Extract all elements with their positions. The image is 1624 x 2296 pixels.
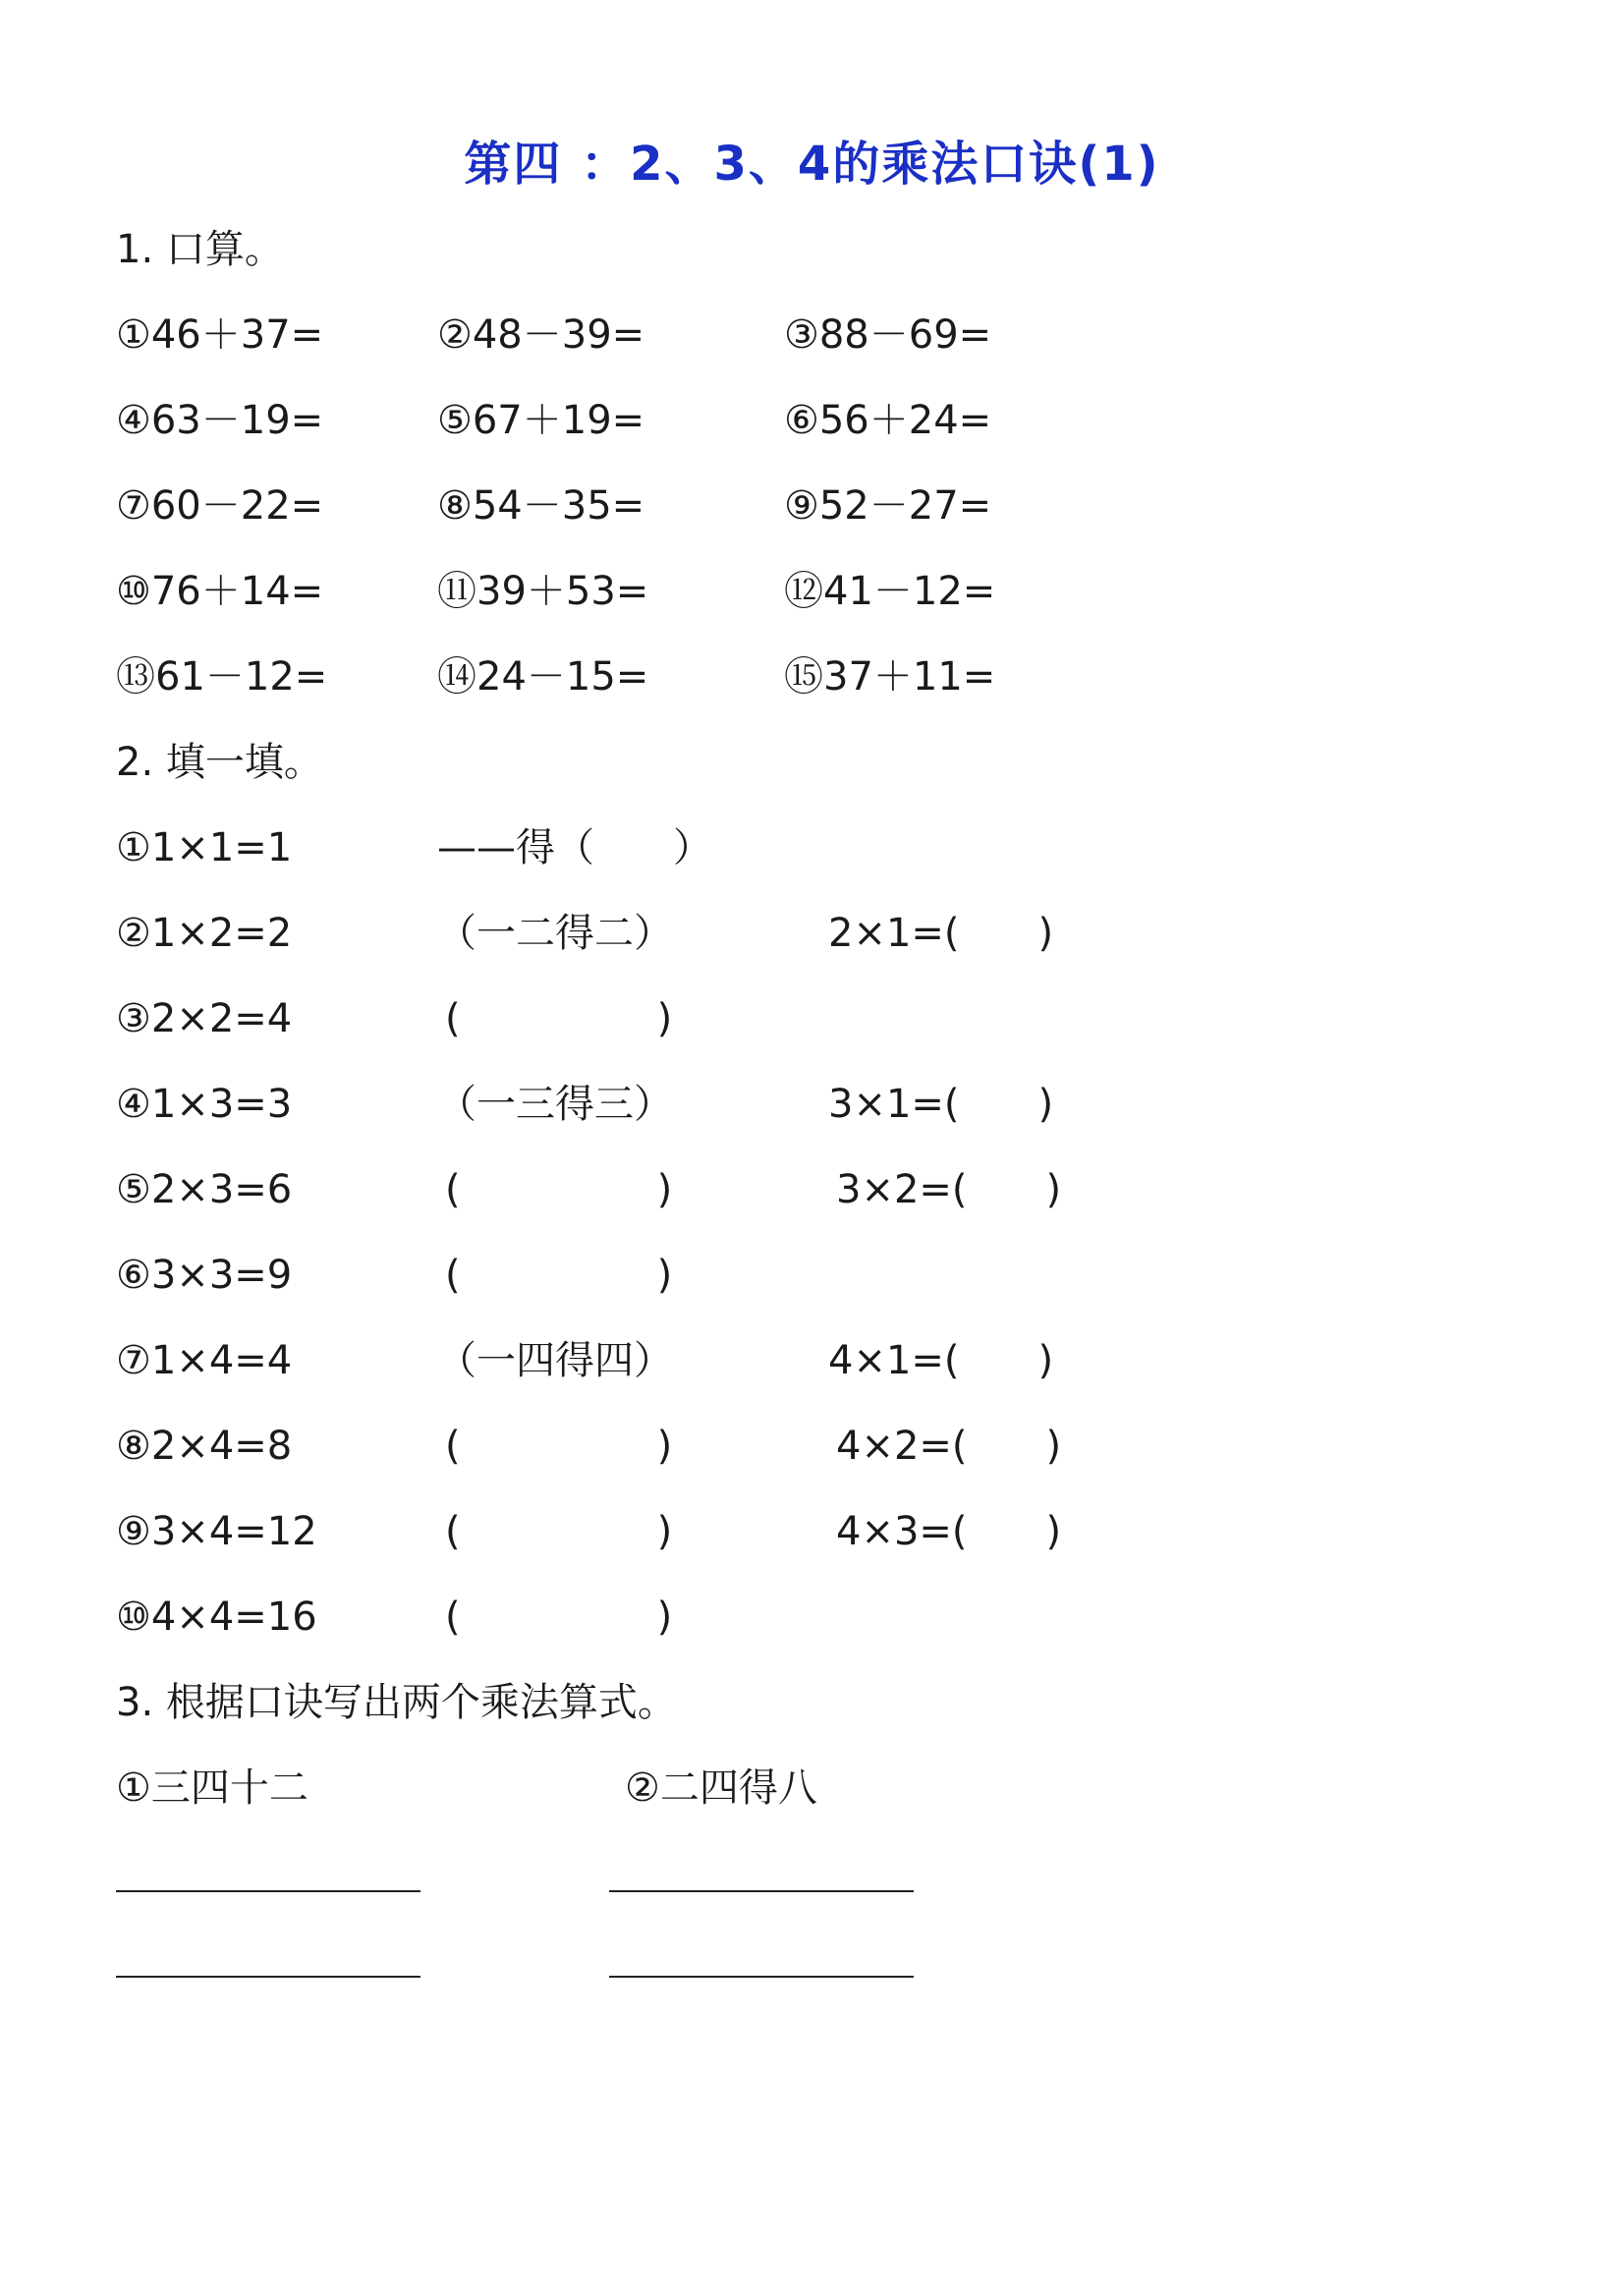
s1-problem: ⑮37＋11= xyxy=(784,654,996,700)
s1-problem: ⑫41－12= xyxy=(784,569,996,614)
s2-equation: ③2×2=4 xyxy=(116,996,293,1041)
section1-heading: 1. 口算。 xyxy=(116,227,284,272)
s2-equation: ④1×3=3 xyxy=(116,1082,293,1127)
s3-rhyme-item: ②二四得八 xyxy=(625,1765,817,1811)
s2-equation: ①1×1=1 xyxy=(116,825,293,870)
s2-rhyme: （一二得二） xyxy=(437,911,673,956)
s2-equation: ⑤2×3=6 xyxy=(116,1167,293,1212)
s1-problem: ⑧54－35= xyxy=(437,483,645,529)
s1-problem: ①46＋37= xyxy=(116,312,324,358)
s2-equation: ⑥3×3=9 xyxy=(116,1253,293,1298)
s1-problem: ④63－19= xyxy=(116,398,324,443)
s1-problem: ⑥56＋24= xyxy=(784,398,992,443)
s2-rhyme-blank: ( ) xyxy=(445,1424,673,1469)
s1-problem: ⑪39＋53= xyxy=(437,569,649,614)
s2-equation: ⑩4×4=16 xyxy=(116,1595,317,1640)
s2-extra: 4×1=( ) xyxy=(828,1338,1054,1383)
s1-problem: ⑭24－15= xyxy=(437,654,649,700)
answer-line[interactable] xyxy=(116,1976,420,1978)
s2-extra: 3×2=( ) xyxy=(836,1167,1062,1212)
page-title: 第四 ：2、3、4的乘法口诀(1) xyxy=(464,137,1160,192)
s2-rhyme-blank: ( ) xyxy=(445,1167,673,1212)
s3-rhyme-item: ①三四十二 xyxy=(116,1765,308,1811)
s2-rhyme-blank: ——得（ ） xyxy=(437,825,712,870)
s2-equation: ⑦1×4=4 xyxy=(116,1338,293,1383)
s2-rhyme-blank: ( ) xyxy=(445,1253,673,1298)
s2-extra: 4×3=( ) xyxy=(836,1509,1062,1554)
section3-heading: 3. 根据口诀写出两个乘法算式。 xyxy=(116,1680,677,1725)
s2-rhyme: （一三得三） xyxy=(437,1082,673,1127)
answer-line[interactable] xyxy=(116,1890,420,1892)
s2-rhyme-blank: ( ) xyxy=(445,1595,673,1640)
s1-problem: ⑨52－27= xyxy=(784,483,992,529)
s2-rhyme: （一四得四） xyxy=(437,1338,673,1383)
s2-equation: ⑧2×4=8 xyxy=(116,1424,293,1469)
s2-extra: 4×2=( ) xyxy=(836,1424,1062,1469)
s2-rhyme-blank: ( ) xyxy=(445,996,673,1041)
s2-equation: ⑨3×4=12 xyxy=(116,1509,317,1554)
s1-problem: ③88－69= xyxy=(784,312,992,358)
s2-equation: ②1×2=2 xyxy=(116,911,293,956)
s1-problem: ⑩76＋14= xyxy=(116,569,324,614)
s1-problem: ②48－39= xyxy=(437,312,645,358)
s1-problem: ⑦60－22= xyxy=(116,483,324,529)
section2-heading: 2. 填一填。 xyxy=(116,740,323,785)
answer-line[interactable] xyxy=(609,1890,914,1892)
s2-rhyme-blank: ( ) xyxy=(445,1509,673,1554)
s2-extra: 2×1=( ) xyxy=(828,911,1054,956)
s2-extra: 3×1=( ) xyxy=(828,1082,1054,1127)
s1-problem: ⑤67＋19= xyxy=(437,398,645,443)
s1-problem: ⑬61－12= xyxy=(116,654,328,700)
answer-line[interactable] xyxy=(609,1976,914,1978)
